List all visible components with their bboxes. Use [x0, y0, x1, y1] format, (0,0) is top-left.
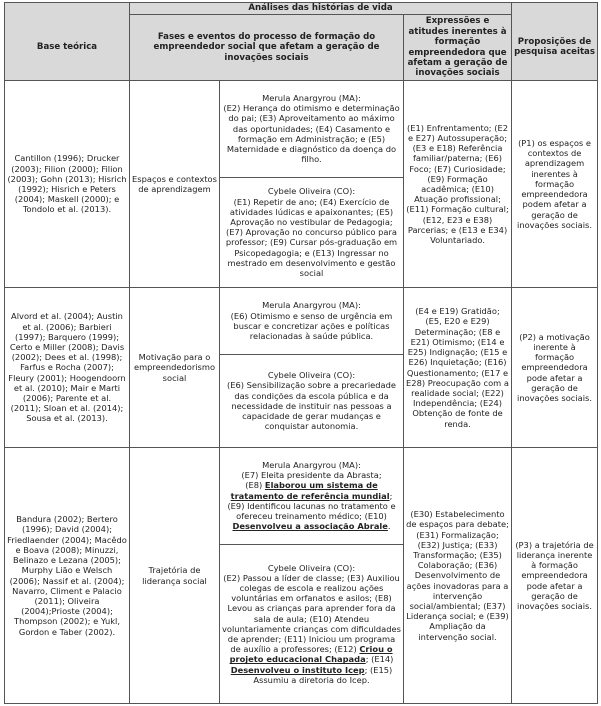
proposition-cell: (P1) os espaços e contextos de aprendizagem inerentes à formação empreendedora podem afetar a geração de inovações sociais. [512, 81, 598, 288]
results-table [4, 2, 598, 704]
table-row [5, 81, 598, 288]
table-row [5, 288, 598, 448]
ma-events: (E6) Otimismo e senso de urgência em buscar e concretizar ações e políticas relacionadas à saúde pública. [230, 310, 393, 341]
co-name: Cybele Oliveira (CO): [267, 186, 356, 197]
co-event-highlight: Criou o projeto educacional Chapada [229, 644, 393, 665]
theme-cell: Trajetória de liderança social [130, 448, 220, 704]
ma-event-text: ; (E9) Identificou lacunas no tratamento e ofereceu treinamento médico; (E10) [227, 490, 396, 522]
ma-event-text: (E8) [245, 480, 263, 491]
ma-name: Merula Anargyrou (MA): [262, 460, 361, 471]
events-cell [220, 288, 404, 448]
header-proposicoes: Proposições de pesquisa aceitas [512, 15, 598, 81]
ma-name: Merula Anargyrou (MA): [262, 300, 361, 311]
ma-event-text: (E7) Eleita presidente da Abrasta; [241, 470, 382, 481]
co-event-text: ; (E15) Assumiu a diretoria do Icep. [253, 664, 393, 685]
co-event-highlight: Desenvolveu o instituto Icep [230, 664, 365, 675]
proposition-cell: (P2) a motivação inerente à formação empreendedora pode afetar a geração de inovações sociais. [512, 288, 598, 448]
ma-event-highlight: Elaborou um sistema de tratamento de referência mundial [230, 480, 390, 501]
base-teorica-cell: Bandura (2002); Bertero (1996); David (2004); Friedlaender (2004); Macêdo e Boava (2008); Minuzzi, Belinazo e Lezana (2005); Murphy Lião e Welsch (2006); Nassif et al. (2004); Navarro, Climent e Palacio (2011); Oliveira (2004);Prioste (2004); Thompson (2002); e Yukl, Gordon e Taber (2002). [5, 448, 130, 704]
theme-cell: Motivação para o empreendedorismo social [130, 288, 220, 448]
ma-event-highlight: Desenvolveu a associação Abrale [232, 521, 388, 532]
table-row [5, 448, 598, 704]
events-cell [220, 81, 404, 288]
header-blank-cell [5, 3, 130, 15]
theme-cell: Espaços e contextos de aprendizagem [130, 81, 220, 288]
base-teorica-cell: Cantillon (1996); Drucker (2003); Filion (2000); Filion (2003); Gohn (2013); Hisrich (1992); Hisrich e Peters (2004); Maskell (2000); e Tondolo et al. (2013). [5, 81, 130, 288]
ma-event-text: . [387, 521, 391, 532]
co-events: (E6) Sensibilização sobre a precariedade das condições da escola pública e da necessidade de instituir nas pessoas a capacidade de gerar mudanças e conquistar autonomia. [226, 380, 397, 432]
expressions-cell: (E30) Estabelecimento de espaços para debate; (E31) Formalização; (E32) Justiça; (E33) Transformação; (E35) Colaboração; (E36) Desenvolvimento de ações inovadoras para a intervenção social/ambiental; (E37) Liderança social; e (E39) Ampliação da intervenção social. [404, 448, 512, 704]
co-event-text: (E2) Passou a líder de classe; (E3) Auxiliou colegas de escola e realizou ações voluntárias em orfanatos e asilos; (E8) Levou as crianças para aprender fora da sala de aula; (E10) Atendeu voluntariamente crianças com dificuldades de aprender; (E11) Iniciou um programa de auxílio a professores; (E12) [222, 572, 401, 655]
co-name: Cybele Oliveira (CO): [267, 562, 356, 573]
co-name: Cybele Oliveira (CO): [267, 370, 356, 381]
base-teorica-cell: Alvord et al. (2004); Austin et al. (2006); Barbieri (1997); Barquero (1999); Certo e Miller (2008); Davis (2002); Dees et al. (1998); Farfus e Rocha (2007); Fleury (2001); Hoogendoorn et al. (2010); Mair e Marti (2006); Parente et al. (2011); Sloan et al. (2014); Sousa et al. (2013). [5, 288, 130, 448]
events-cell [220, 448, 404, 704]
ma-name: Merula Anargyrou (MA): [262, 93, 361, 104]
co-events: (E1) Repetir de ano; (E4) Exercício de atividades lúdicas e apaixonantes; (E5) Aprovação no vestibular de Pedagogia; (E7) Aprovação no concurso público para professor; (E9) Cursar pós-graduação em Psicopedagogia; e (E13) Ingressar no mestrado em desenvolvimento e gestão social [225, 196, 398, 278]
header-base-teorica: Base teórica [5, 15, 130, 81]
proposition-cell: (P3) a trajetória de liderança inerente à formação empreendedora pode afetar a geração de inovações sociais. [512, 448, 598, 704]
ma-events: (E2) Herança do otimismo e determinação do pai; (E3) Aproveitamento ao máximo das oportunidades; (E4) Casamento e formação em Administração; e (E5) Maternidade e diagnóstico da doença do filho. [223, 103, 400, 165]
co-event-text: ; (E14) [365, 654, 394, 665]
header-blank-cell-right [512, 3, 598, 15]
results-table-wrapper [4, 2, 597, 704]
expressions-cell: (E4 e E19) Gratidão; (E5, E20 e E29) Determinação; (E8 e E21) Otimismo; (E14 e E25) Indignação; (E15 e E26) Inquietação; (E16) Questionamento; (E17 e E28) Preocupação com a realidade social; (E22) Independência; (E24) Obtenção de fonte de renda. [404, 288, 512, 448]
header-fases-eventos: Fases e eventos do processo de formação do empreendedor social que afetam a geração de inovações sociais [130, 15, 404, 81]
expressions-cell: (E1) Enfrentamento; (E2 e E27) Autossuperação; (E3 e E18) Referência familiar/paterna; (E6) Foco; (E7) Curiosidade; (E9) Formação acadêmica; (E10) Atuação profissional; (E11) Formação cultural; (E12, E23 e E38) Parcerias; e (E13 e E34) Voluntariado. [404, 81, 512, 288]
header-expressoes: Expressões e atitudes inerentes à formação empreendedora que afetam a geração de inovações sociais [404, 15, 512, 81]
header-group-title: Análises das histórias de vida [130, 3, 512, 15]
